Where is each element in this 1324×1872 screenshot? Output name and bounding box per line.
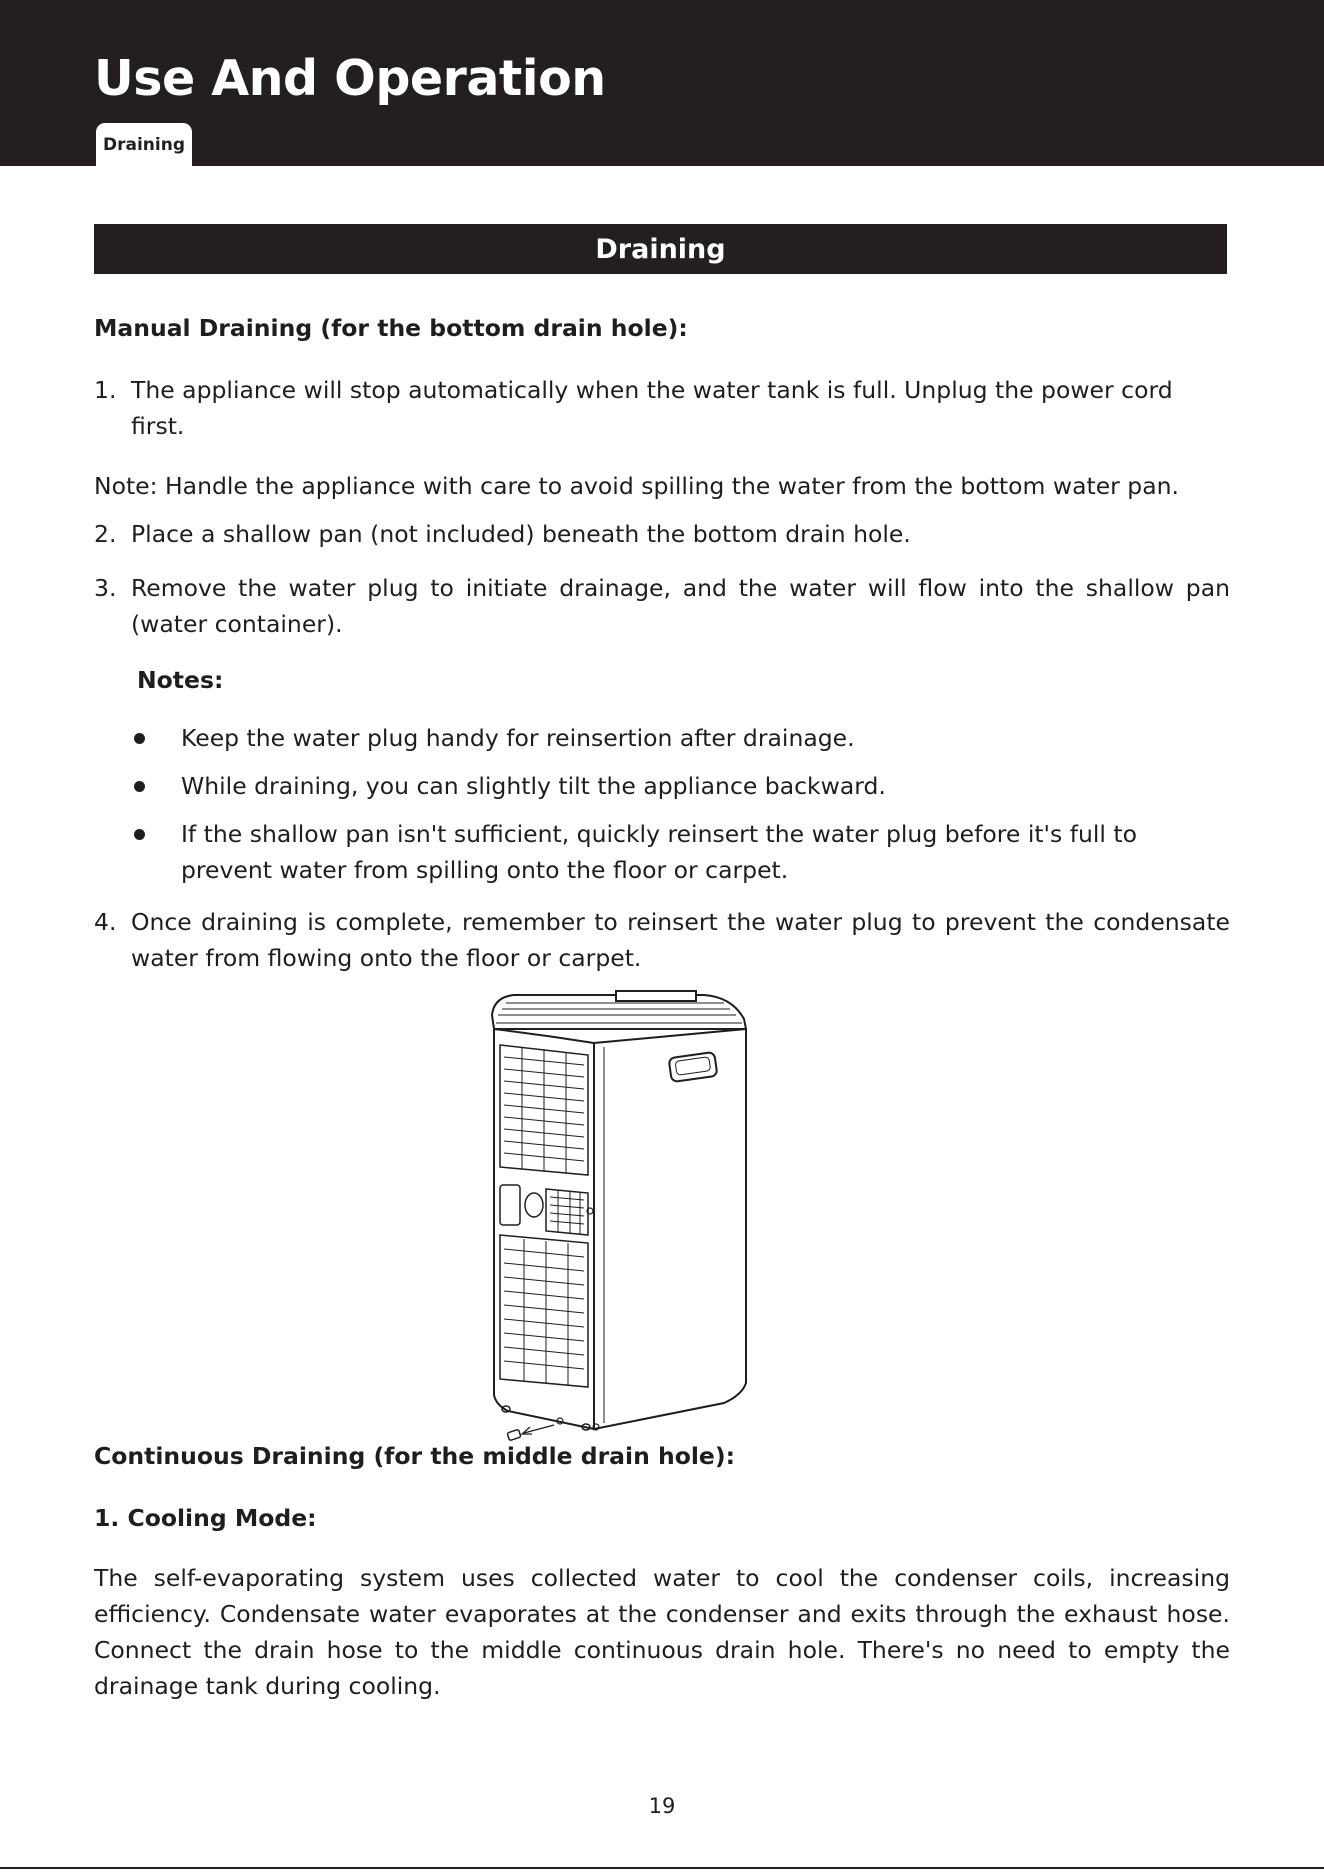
continuous-draining-heading: Continuous Draining (for the middle drain hole): xyxy=(94,1442,736,1470)
step-2 xyxy=(94,516,1230,552)
step-number: 4. xyxy=(94,908,117,936)
handling-note: Note: Handle the appliance with care to avoid spilling the water from the bottom water pan. xyxy=(94,472,1179,500)
step-number: 1. xyxy=(94,376,117,404)
step-text: Remove the water plug to initiate drainage, and the water will flow into the shallow pan (water container). xyxy=(131,574,1230,638)
note-item xyxy=(134,816,1230,888)
bottom-rule xyxy=(0,1867,1324,1869)
step-text: Place a shallow pan (not included) beneath the bottom drain hole. xyxy=(131,520,911,548)
cooling-mode-text: The self-evaporating system uses collected water to cool the condenser coils, increasing efficiency. Condensate water evaporates at the condenser and exits through the exhaust hose. Connect the drain hose to the middle continuous drain hole. There's no need to empty the drainage tank during cooling. xyxy=(94,1564,1230,1700)
note-text: Keep the water plug handy for reinsertion after drainage. xyxy=(181,724,855,752)
manual-draining-heading: Manual Draining (for the bottom drain hole): xyxy=(94,314,688,342)
step-text: The appliance will stop automatically when the water tank is full. Unplug the power cord first. xyxy=(131,376,1173,440)
page-number: 19 xyxy=(648,1794,676,1818)
note-text: While draining, you can slightly tilt the appliance backward. xyxy=(181,772,886,800)
cooling-mode-heading: 1. Cooling Mode: xyxy=(94,1504,317,1532)
section-title-bar xyxy=(94,224,1227,274)
bullet-icon xyxy=(134,829,145,840)
header-bar xyxy=(0,0,1324,166)
step-3 xyxy=(94,570,1230,642)
step-4 xyxy=(94,904,1230,976)
section-title: Draining xyxy=(595,233,726,265)
step-number: 3. xyxy=(94,574,117,602)
bullet-icon xyxy=(134,781,145,792)
step-1 xyxy=(94,372,1230,444)
step-number: 2. xyxy=(94,520,117,548)
note-item xyxy=(134,720,1230,756)
notes-label: Notes: xyxy=(137,666,224,694)
page-title: Use And Operation xyxy=(94,50,606,107)
bullet-icon xyxy=(134,733,145,744)
note-item xyxy=(134,768,1230,804)
step-text: Once draining is complete, remember to reinsert the water plug to prevent the condensate water from flowing onto the floor or carpet. xyxy=(131,908,1230,972)
note-text: If the shallow pan isn't sufficient, quickly reinsert the water plug before it's full to prevent water from spilling onto the floor or carpet. xyxy=(181,820,1138,884)
portable-ac-illustration xyxy=(484,985,754,1445)
section-tab-draining: Draining xyxy=(96,123,192,166)
